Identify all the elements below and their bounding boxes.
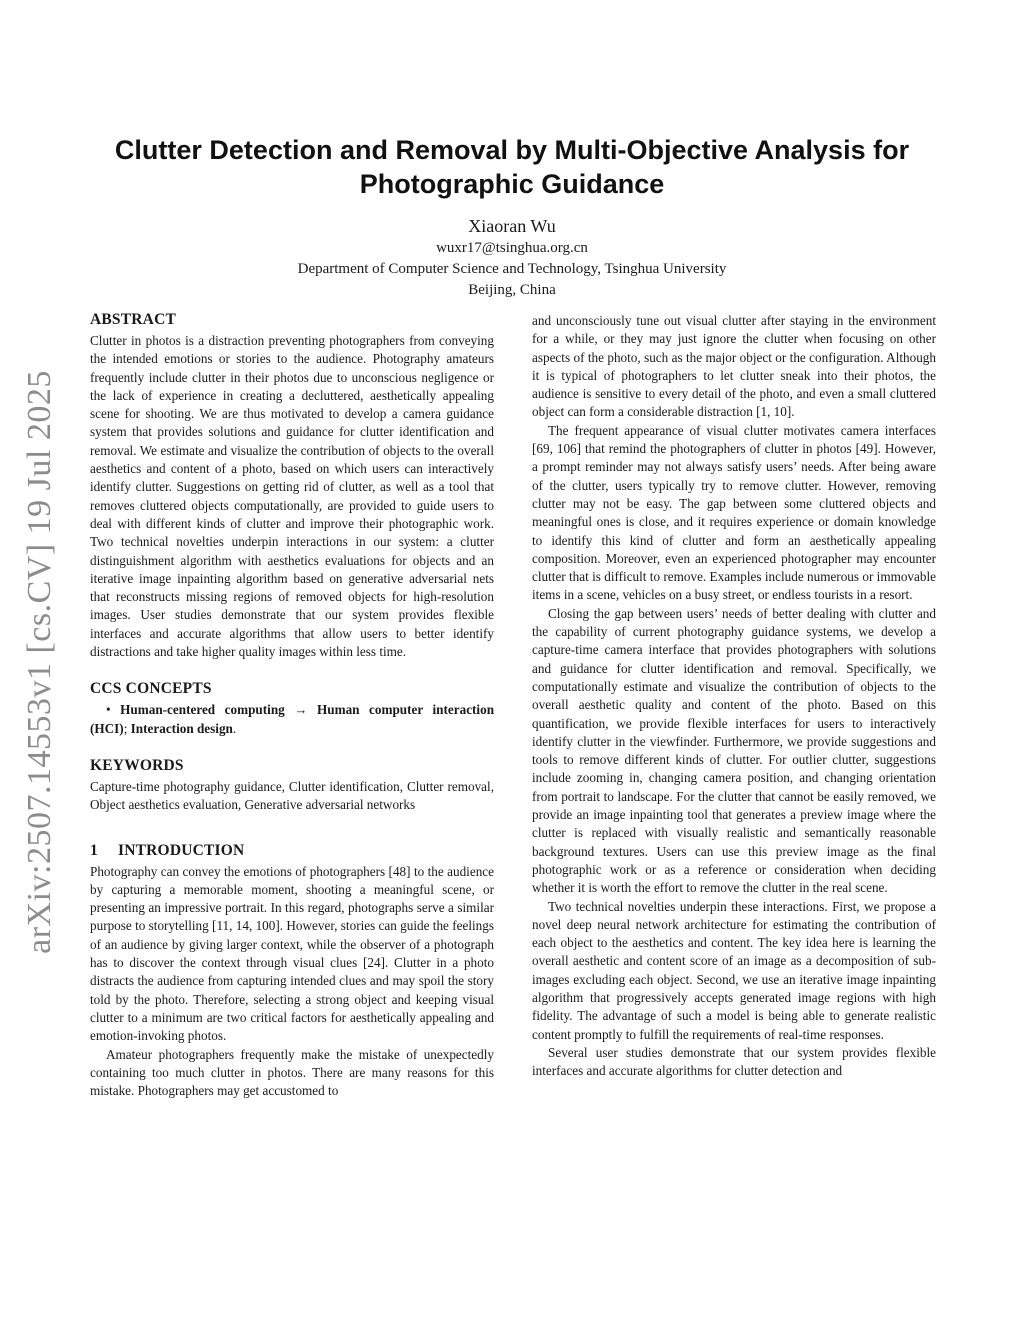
ccs-concept-1: Human-centered computing: [120, 702, 285, 718]
section-title: INTRODUCTION: [118, 841, 245, 859]
ccs-separator: ;: [123, 720, 128, 736]
ccs-concept-3: Interaction design: [130, 720, 233, 736]
intro-paragraph-7: Several user studies demonstrate that our system provides flexible interfaces and accurate algorithms for clutter detection and: [532, 1044, 936, 1079]
introduction-heading: [90, 841, 494, 861]
left-column: [90, 310, 494, 1100]
section-number: 1: [90, 841, 98, 859]
intro-paragraph-3: and unconsciously tune out visual clutter after staying in the environment for a while, or they may just ignore the clutter when focusing on other aspects of the photo, such as the major object or the configuration. Although it is typical of photographers to let clutter sneak into their photos, the audience is sensitive to every detail of the photo, and even a small cluttered object can form a considerable distraction [1, 10].: [532, 313, 936, 420]
intro-paragraph-5: Closing the gap between users’ needs of better dealing with clutter and the capability of current photography guidance systems, we develop a capture-time camera interface that provides photographers with solutions and guidance for clutter identification and removal. Specifically, we computationally estimate and visualize the contribution of objects to the overall aesthetic quality and content of the photo. Based on this quantification, we provide flexible interfaces for users to interactively identify clutter in the viewfinder. Furthermore, we provide suggestions and tools to remove different kinds of clutter. For outlier clutter, suggestions include zooming in, changing camera position, and changing orientation from portrait to landscape. For the clutter that cannot be easily removed, we provide an image inpainting tool that generates a preview image where the clutter is replaced with visually realistic and semantically reasonable background textures. Users can use this preview image as the final photographic work or as a reference or consideration when deciding whether it is worth the effort to remove the clutter in the real scene.: [532, 605, 936, 896]
author-location: Beijing, China: [468, 282, 556, 298]
intro-paragraph-4: The frequent appearance of visual clutter motivates camera interfaces [69, 106] that remind the photographers of clutter in photos [49]. However, a prompt reminder may not always satisfy users’ needs. After being aware of the clutter, users typically try to remove clutter. However, removing clutter may not be easy. The gap between some cluttered objects and meaningful ones is close, and it requires experience or domain knowledge to identify this kind of clutter and form an aesthetically appealing composition. Moreover, even an experienced photographer may encounter clutter that is difficult to remove. Examples include numerous or immovable items in a scene, vehicles on a busy street, or endless tourists in a resort.: [532, 422, 936, 603]
keywords-text: Capture-time photography guidance, Clutter identification, Clutter removal, Object aesthetics evaluation, Generative adversarial networks: [90, 778, 494, 813]
paper-title: Clutter Detection and Removal by Multi-Objective Analysis for Photographic Guidance: [114, 135, 910, 199]
author-email: wuxr17@tsinghua.org.cn: [436, 240, 588, 256]
author-block: [100, 214, 924, 301]
abstract-text: Clutter in photos is a distraction preventing photographers from conveying the intended emotions or stories to the audience. Photography amateurs frequently include clutter in their photos due to unconscious negligence or the lack of experience in creating a decluttered, aesthetically appealing scene for shooting. We are thus motivated to develop a camera guidance system that provides solutions and guidance for clutter identification and removal. We estimate and visualize the contribution of objects to the overall aesthetics and content of a photo, based on which users can interactively identify clutter. Suggestions on getting rid of clutter, as well as a tool that removes cluttered objects computationally, are provided to guide users to deal with different kinds of clutter and improve their photographic work. Two technical novelties underpin interactions in our system: a clutter distinguishment algorithm with aesthetics evaluations for objects and an iterative image inpainting algorithm based on generative adversarial nets that reconstructs missing regions of removed objects for high-resolution images. User studies demonstrate that our system provides flexible interfaces and accurate algorithms that allow users to better identify distractions and take higher quality images within less time.: [90, 333, 494, 660]
keywords-heading: KEYWORDS: [90, 756, 184, 774]
author-affiliation: Department of Computer Science and Technology, Tsinghua University: [297, 261, 727, 277]
ccs-bullet: •: [106, 702, 111, 718]
intro-paragraph-6: Two technical novelties underpin these interactions. First, we propose a novel deep neural network architecture for estimating the contribution of each object to the aesthetics and content. The key idea here is learning the overall aesthetic and content score of an image as a decomposition of sub-images excluding each object. Second, we use an iterative image inpainting algorithm that progressively accepts generated image regions with high fidelity. The advantage of such a model is being able to generate realistic content promptly to fulfill the requirements of real-time responses.: [532, 898, 936, 1042]
arxiv-identifier: arXiv:2507.14553v1 [cs.CV] 19 Jul 2025: [21, 370, 58, 954]
ccs-arrow: →: [294, 702, 308, 718]
intro-paragraph-2: Amateur photographers frequently make the mistake of unexpectedly containing too much clutter in photos. There are many reasons for this mistake. Photographers may get accustomed to: [90, 1046, 494, 1099]
ccs-concept-2: Human computer interaction (HCI): [90, 702, 495, 736]
right-column: [532, 312, 936, 1080]
ccs-concepts-text: [90, 701, 494, 738]
ccs-end: .: [232, 720, 237, 736]
intro-paragraph-1: Photography can convey the emotions of photographers [48] to the audience by capturing a memorable moment, shooting a meaningful scene, or presenting an impressive portrait. In this regard, photographs serve a similar purpose to storytelling [11, 14, 100]. However, stories can guide the feelings of an audience by giving larger context, while the observer of a photograph has to discover the context through visual clues [24]. Clutter in a photo distracts the audience from capturing intended clues and may spoil the story told by the photo. Therefore, selecting a strong object and keeping visual clutter to a minimum are two critical factors for aesthetically appealing and emotion-invoking photos.: [90, 863, 494, 1044]
ccs-heading: CCS CONCEPTS: [90, 680, 212, 698]
abstract-heading: ABSTRACT: [90, 311, 177, 328]
author-name: Xiaoran Wu: [468, 216, 556, 236]
